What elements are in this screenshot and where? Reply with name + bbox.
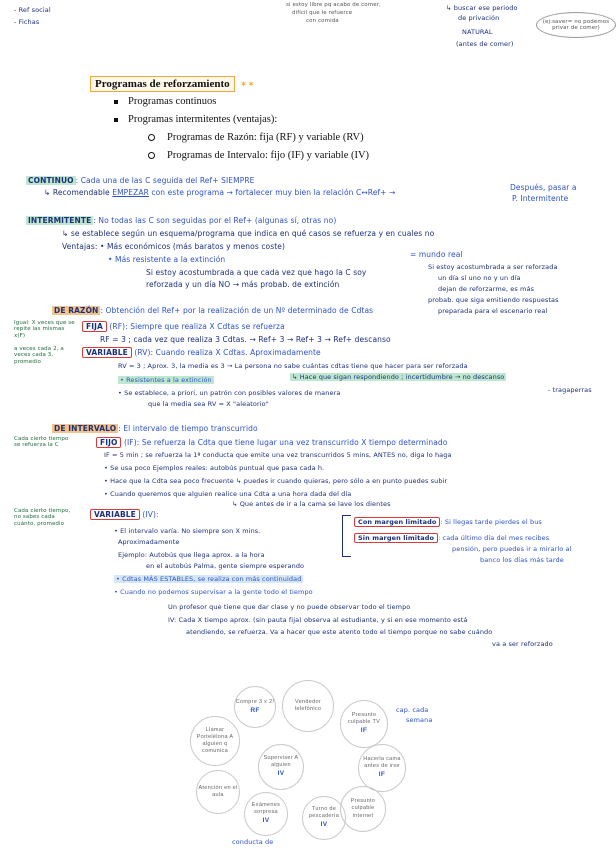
top-note-right-2: de privación xyxy=(458,14,500,22)
top-note-right-bubble: (ej:saver= no podemos privar de comer) xyxy=(536,12,616,38)
bubble-presunto-culpable-internet: Presunto culpable internet xyxy=(340,786,386,832)
bubble-llamar-telefono: Llamar Portelélona A alguien q comunica xyxy=(190,716,240,766)
intermitente-line-8: Si estoy acostumbrada a ser reforzada xyxy=(428,263,558,271)
top-note-right-1: ↳ buscar ese periodo xyxy=(446,4,518,12)
top-note-middle-2: difícil que le refuerce xyxy=(292,10,353,16)
intervalo-fijo-3: • Se usa poco Ejemplos reales: autobús puntual que pasa cada h. xyxy=(104,464,325,472)
bubble-b3-note-1: cap. cada xyxy=(396,706,429,714)
brace-bracket xyxy=(342,515,351,557)
intervalo-fijo-label: FIJO xyxy=(96,437,121,448)
continuo-after: Después, pasar a xyxy=(510,183,577,192)
intermitente-line-5: = mundo real xyxy=(410,250,463,259)
intervalo-var-5: en el autobús Palma, gente siempre esperando xyxy=(146,562,305,570)
bottom-note: conducta de xyxy=(232,838,274,846)
printed-item-1: Programas continuos xyxy=(114,96,216,107)
bullet-icon xyxy=(114,100,118,104)
bubble-presunto-culpable-tv: Presunto culpable TV IF xyxy=(340,700,388,748)
bubble-b3-note-2: semana xyxy=(406,716,433,724)
intervalo-var-9: IV: Cada X tiempo aprox. (sin pauta fija) observa al estudiante, y si en ese momento está xyxy=(168,616,468,624)
intervalo-box-2: Sin margen limitado : cada último día del mes recibes xyxy=(354,534,549,542)
intervalo-var-3: Aproximadamente xyxy=(118,538,180,546)
continuo-label: CONTINUO xyxy=(28,176,74,185)
intermitente-line-2: ↳ se establece según un esquema/programa que indica en qué casos se refuerza y en cuales no xyxy=(62,229,435,238)
razon-label: DE RAZÓN xyxy=(54,306,99,315)
intervalo-side-note-1: Cada cierto tiempo se refuerza la C xyxy=(14,436,69,449)
razon-var-4: • Resistentes a la extinción xyxy=(120,376,212,384)
intervalo-var-10: atendiendo, se refuerza. Va a hacer que este atento todo el tiempo porque no sabe cuándo xyxy=(186,628,493,636)
bubble-atencion-aula: Atención en el aula xyxy=(196,770,240,814)
top-note-middle-1: si estoy libre pq acabo de comer, xyxy=(286,2,381,8)
intervalo-box-1: Con margen limitado : Si llegas tarde pierdes el bus xyxy=(354,518,542,526)
razon-variable-label: VARIABLE xyxy=(82,347,132,358)
razon-fija-label: FIJA xyxy=(82,321,107,332)
bubble-examenes-sorpresa: Exámenes sorpresa IV xyxy=(244,792,288,836)
bubble-vendedor-telefonico: Vendedor telefónico xyxy=(282,680,334,732)
top-note-right-4: (antes de comer) xyxy=(456,40,514,48)
intervalo-var-6: • Cdtas MÁS ESTABLES, se realiza con más continuidad xyxy=(116,575,302,583)
razon-fija-1: FIJA (RF): Siempre que realiza X Cdtas se refuerza xyxy=(82,322,285,331)
continuo-after-2: P. Intermitente xyxy=(512,194,569,203)
bubble-turno-pescaderia: Turno de pescadería IV xyxy=(302,796,346,840)
intervalo-side-note-2: Cada cierto tiempo, no sabes cada cuánto, promedio xyxy=(14,508,71,527)
intervalo-line-1: DE INTERVALO : El intervalo de tiempo transcurrido xyxy=(54,424,258,433)
intervalo-fijo-5: • Cuando queremos que alguien realice una Cdta a una hora dada del día xyxy=(104,490,352,498)
circle-bullet-icon xyxy=(148,134,155,141)
intermitente-line-12: preparada para el escenario real xyxy=(438,307,548,315)
intermitente-line-6: Si estoy acostumbrada a que cada vez que hago la C soy xyxy=(146,268,367,277)
bubble-hacer-cama: Hacerla cama antes de irse IF xyxy=(358,744,406,792)
bubble-compre-3x2: Compre 3 x 2! RF xyxy=(234,686,276,728)
circle-bullet-icon xyxy=(148,152,155,159)
razon-var-2: RV = 3 ; Aprox. 3, la media es 3 → La persona no sabe cuántas cdtas tiene que hacer para ser reforzada xyxy=(118,362,468,370)
top-note-middle-3: con comida xyxy=(306,18,339,24)
bubble-supervisar: Superviser A alguien IV xyxy=(258,744,304,790)
continuo-line-2: ↳ Recomendable EMPEZAR con este programa → fortalecer muy bien la relación C↔Ref+ → xyxy=(44,188,396,197)
top-note-left-1: - Ref social xyxy=(14,6,51,14)
bullet-icon xyxy=(114,118,118,122)
intervalo-var-1: VARIABLE (IV): xyxy=(90,510,159,519)
intervalo-var-4: Ejemplo: Autobús que llega aprox. a la hora xyxy=(118,551,265,559)
intermitente-line-4: • Más resistente a la extinción xyxy=(108,255,226,264)
intervalo-label: DE INTERVALO xyxy=(54,424,117,433)
razon-fija-2: RF = 3 ; cada vez que realiza 3 Cdtas. → Ref+ 3 → Ref+ 3 → Ref+ descanso xyxy=(100,335,391,344)
intermitente-line-1: INTERMITENTE : No todas las C son seguidas por el Ref+ (algunas sí, otras no) xyxy=(28,216,337,225)
razon-tragaperras: - tragaperras xyxy=(548,386,592,394)
intervalo-fijo-6: ↳ Que antes de ir a la cama se lave los dientes xyxy=(232,500,391,508)
intermitente-line-10: dejan de reforzarme, es más xyxy=(438,285,535,293)
intervalo-fijo-2: IF = 5 min ; se refuerza la 1ª conducta que emite una vez transcurridos 5 mins, ANTES no, diga lo haga xyxy=(104,451,452,459)
intervalo-var-11: va a ser reforzado xyxy=(492,640,553,648)
razon-line-1: DE RAZÓN : Obtención del Ref+ por la realización de un Nº determinado de Cdtas xyxy=(54,306,374,315)
intervalo-var-2: • El intervalo varía. No siempre son X mins. xyxy=(114,527,261,535)
intervalo-box-2d: banco los días más tarde xyxy=(480,556,564,564)
intermitente-line-3: Ventajas: • Más económicos (más baratos y menos coste) xyxy=(62,242,286,251)
continuo-line-1: CONTINUO : Cada una de las C seguida del Ref+ SIEMPRE xyxy=(28,176,255,185)
intervalo-variable-label: VARIABLE xyxy=(90,509,140,520)
printed-item-2: Programas intermitentes (ventajas): xyxy=(114,114,277,125)
star-icon: ✶✶ xyxy=(239,80,255,90)
intervalo-box-2c: pensión, pero puedes ir a mirarlo al xyxy=(452,545,572,553)
top-note-right-3: NATURAL xyxy=(462,28,493,36)
intermitente-line-7: reforzada y un día NO → más probab. de extinción xyxy=(146,280,340,289)
intermitente-line-11: probab. que siga emitiendo respuestas xyxy=(428,296,559,304)
printed-sub-1: Programas de Razón: fija (RF) y variable (RV) xyxy=(148,132,364,143)
printed-title: Programas de reforzamiento xyxy=(90,76,235,92)
razon-side-note-1: Igual: X veces que se repite las mismas x(F) xyxy=(14,320,75,339)
printed-title-wrap xyxy=(90,72,255,91)
razon-var-6: que la media sea RV = X "aleatorio" xyxy=(148,400,269,408)
razon-var-3: ↳ Hace que sigan respondiendo ; incertidumbre → no descanso xyxy=(292,373,505,381)
intermitente-label: INTERMITENTE xyxy=(28,216,92,225)
razon-side-note-2: a veces cada 2, a veces cada 3, promedio xyxy=(14,346,64,365)
top-note-left-2: - Fichas xyxy=(14,18,40,26)
printed-sub-2: Programas de Intervalo: fijo (IF) y variable (IV) xyxy=(148,150,369,161)
razon-var-1: VARIABLE (RV): Cuando realiza X Cdtas. Aproximadamente xyxy=(82,348,321,357)
intervalo-var-8: Un profesor que tiene que dar clase y no puede observar todo el tiempo xyxy=(168,603,411,611)
intervalo-var-7: • Cuando no podemos supervisar a la gente todo el tiempo xyxy=(114,588,313,596)
intervalo-fijo-4: • Hace que la Cdta sea poco frecuente ↳ puedes ir cuando quieras, pero sólo a en punto puedes subir xyxy=(104,477,448,485)
intervalo-fijo-1: FIJO (IF): Se refuerza la Cdta que tiene lugar una vez transcurrido X tiempo determinado xyxy=(96,438,447,447)
razon-var-5: • Se establece, a priori, un patrón con posibles valores de manera xyxy=(118,389,341,397)
intermitente-line-9: un día sí uno no y un día xyxy=(438,274,521,282)
